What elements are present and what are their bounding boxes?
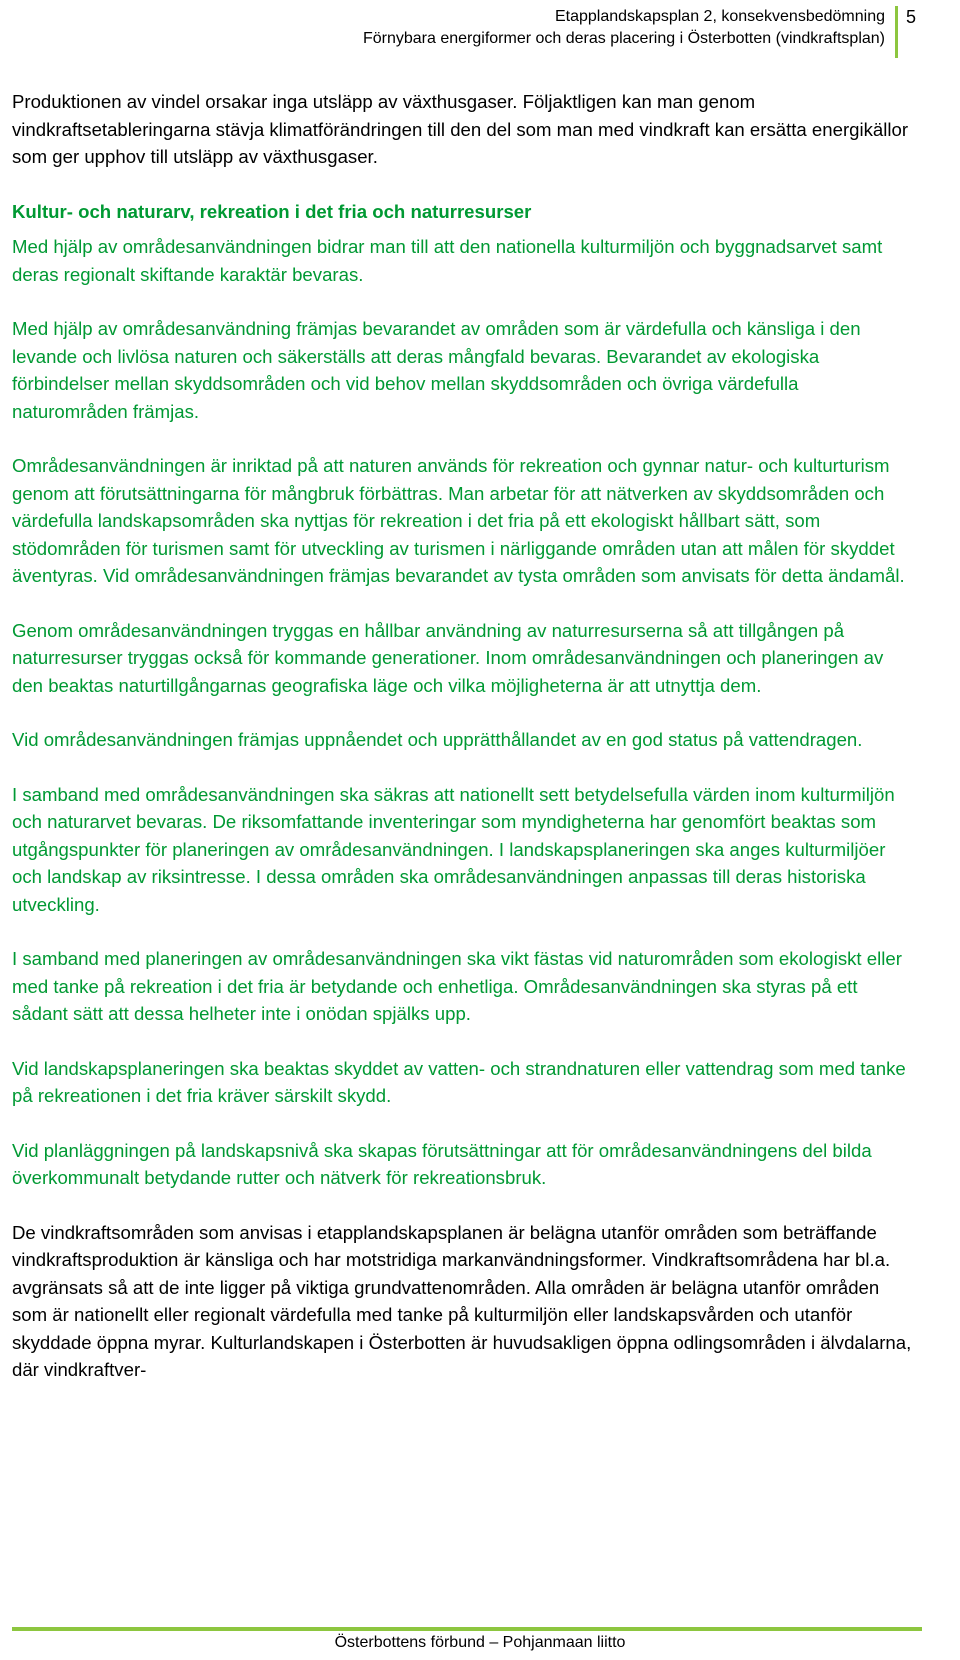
header-line-1: Etapplandskapsplan 2, konsekvensbedömning bbox=[554, 8, 885, 25]
green-paragraph: I samband med planeringen av områdesanvändningen ska vikt fästas vid naturområden som ekologiskt eller med tanke på rekreation i det fria är betydande och enhetliga. Områdesanvändningen ska styras på ett sådant sätt att dessa helheter inte i onödan spjälks upp. bbox=[12, 948, 902, 1024]
document-body bbox=[12, 88, 917, 1411]
header-line-2: Förnybara energiformer och deras placering i Österbotten (vindkraftsplan) bbox=[362, 30, 885, 47]
intro-paragraph: Produktionen av vindel orsakar inga utsläpp av växthusgaser. Följaktligen kan man genom vindkraftsetableringarna stävja klimatförändringen till den del som man med vindkraft kan ersätta energikällor som ger upphov till utsläpp av växthusgaser. bbox=[12, 91, 909, 167]
page-number: 5 bbox=[906, 7, 917, 27]
footer-text: Österbottens förbund – Pohjanmaan liitto bbox=[334, 1634, 626, 1651]
green-paragraph: I samband med områdesanvändningen ska säkras att nationellt sett betydelsefulla värden inom kulturmiljön och naturarvet bevaras. De riksomfattande inventeringar som myndigheterna har genomfört beaktas som utgångspunkter för planeringen av områdesanvändningen. I landskapsplaneringen ska anges kulturmiljöer och landskap av riksintresse. I dessa områden ska områdesanvändningen anpassas till deras historiska utveckling. bbox=[12, 783, 895, 915]
header-divider bbox=[895, 6, 898, 58]
green-paragraph: Vid landskapsplaneringen ska beaktas skyddet av vatten- och strandnaturen eller vattendrag som med tanke på rekreationen i det fria kräver särskilt skydd. bbox=[12, 1057, 906, 1106]
green-paragraph: Med hjälp av områdesanvändningen bidrar man till att den nationella kulturmiljön och byggnadsarvet samt deras regionalt skiftande karaktär bevaras. bbox=[12, 236, 883, 285]
footer-divider bbox=[12, 1627, 922, 1631]
green-paragraph: Vid planläggningen på landskapsnivå ska skapas förutsättningar att för områdesanvändningens del bilda överkommunalt betydande rutter och nätverk för rekreationsbruk. bbox=[12, 1139, 872, 1188]
green-paragraph: Vid områdesanvändningen främjas uppnåendet och upprätthållandet av en god status på vattendragen. bbox=[12, 729, 863, 750]
green-paragraph: Med hjälp av områdesanvändning främjas bevarandet av områden som är värdefulla och känsliga i den levande och livlösa naturen och säkerställs att deras mångfald bevaras. Bevarandet av ekologiska förbindelser mellan skyddsområden och vid behov mellan skyddsområden och övriga värdefulla naturområden främjas. bbox=[12, 318, 861, 422]
header-title-block bbox=[363, 6, 895, 50]
green-paragraph: Genom områdesanvändningen tryggas en hållbar användning av naturresurserna så att tillgången på naturresurser tryggas också för kommande generationer. Inom områdesanvändningen och planeringen av den beaktas naturtillgångarnas geografiska läge och vilka möjligheterna är att utnyttja dem. bbox=[12, 619, 884, 696]
section-heading: Kultur- och naturarv, rekreation i det fria och naturresurser bbox=[12, 200, 532, 222]
page-header bbox=[363, 6, 920, 58]
green-paragraph: Områdesanvändningen är inriktad på att naturen används för rekreation och gynnar natur- och kulturturism genom att förutsättningarna för mångbruk förbättras. Man arbetar för att nätverken av skyddsområden och värdefulla landskapsområden ska nyttjas för rekreation i det fria på ett ekologiskt hållbart sätt, som stödområden för turismen samt för utveckling av turismen i närliggande områden utan att målen för skyddet äventyras. Vid områdesanvändningen främjas bevarandet av tysta områden som anvisats för detta ändamål. bbox=[12, 455, 905, 586]
closing-paragraph: De vindkraftsområden som anvisas i etapplandskapsplanen är belägna utanför områden som beträffande vindkraftsproduktion är känsliga och har motstridiga markanvändningsformer. Vindkraftsområdena har bl.a. avgränsats så att de inte ligger på viktiga grundvattenområden. Alla områden är belägna utanför områden som är nationellt eller regionalt värdefulla med tanke på kulturmiljön eller landskapsvården och utanför skyddade öppna myrar. Kulturlandskapen i Österbotten är huvudsakligen öppna odlingsområden i älvdalarna, där vindkraftver- bbox=[12, 1221, 912, 1380]
